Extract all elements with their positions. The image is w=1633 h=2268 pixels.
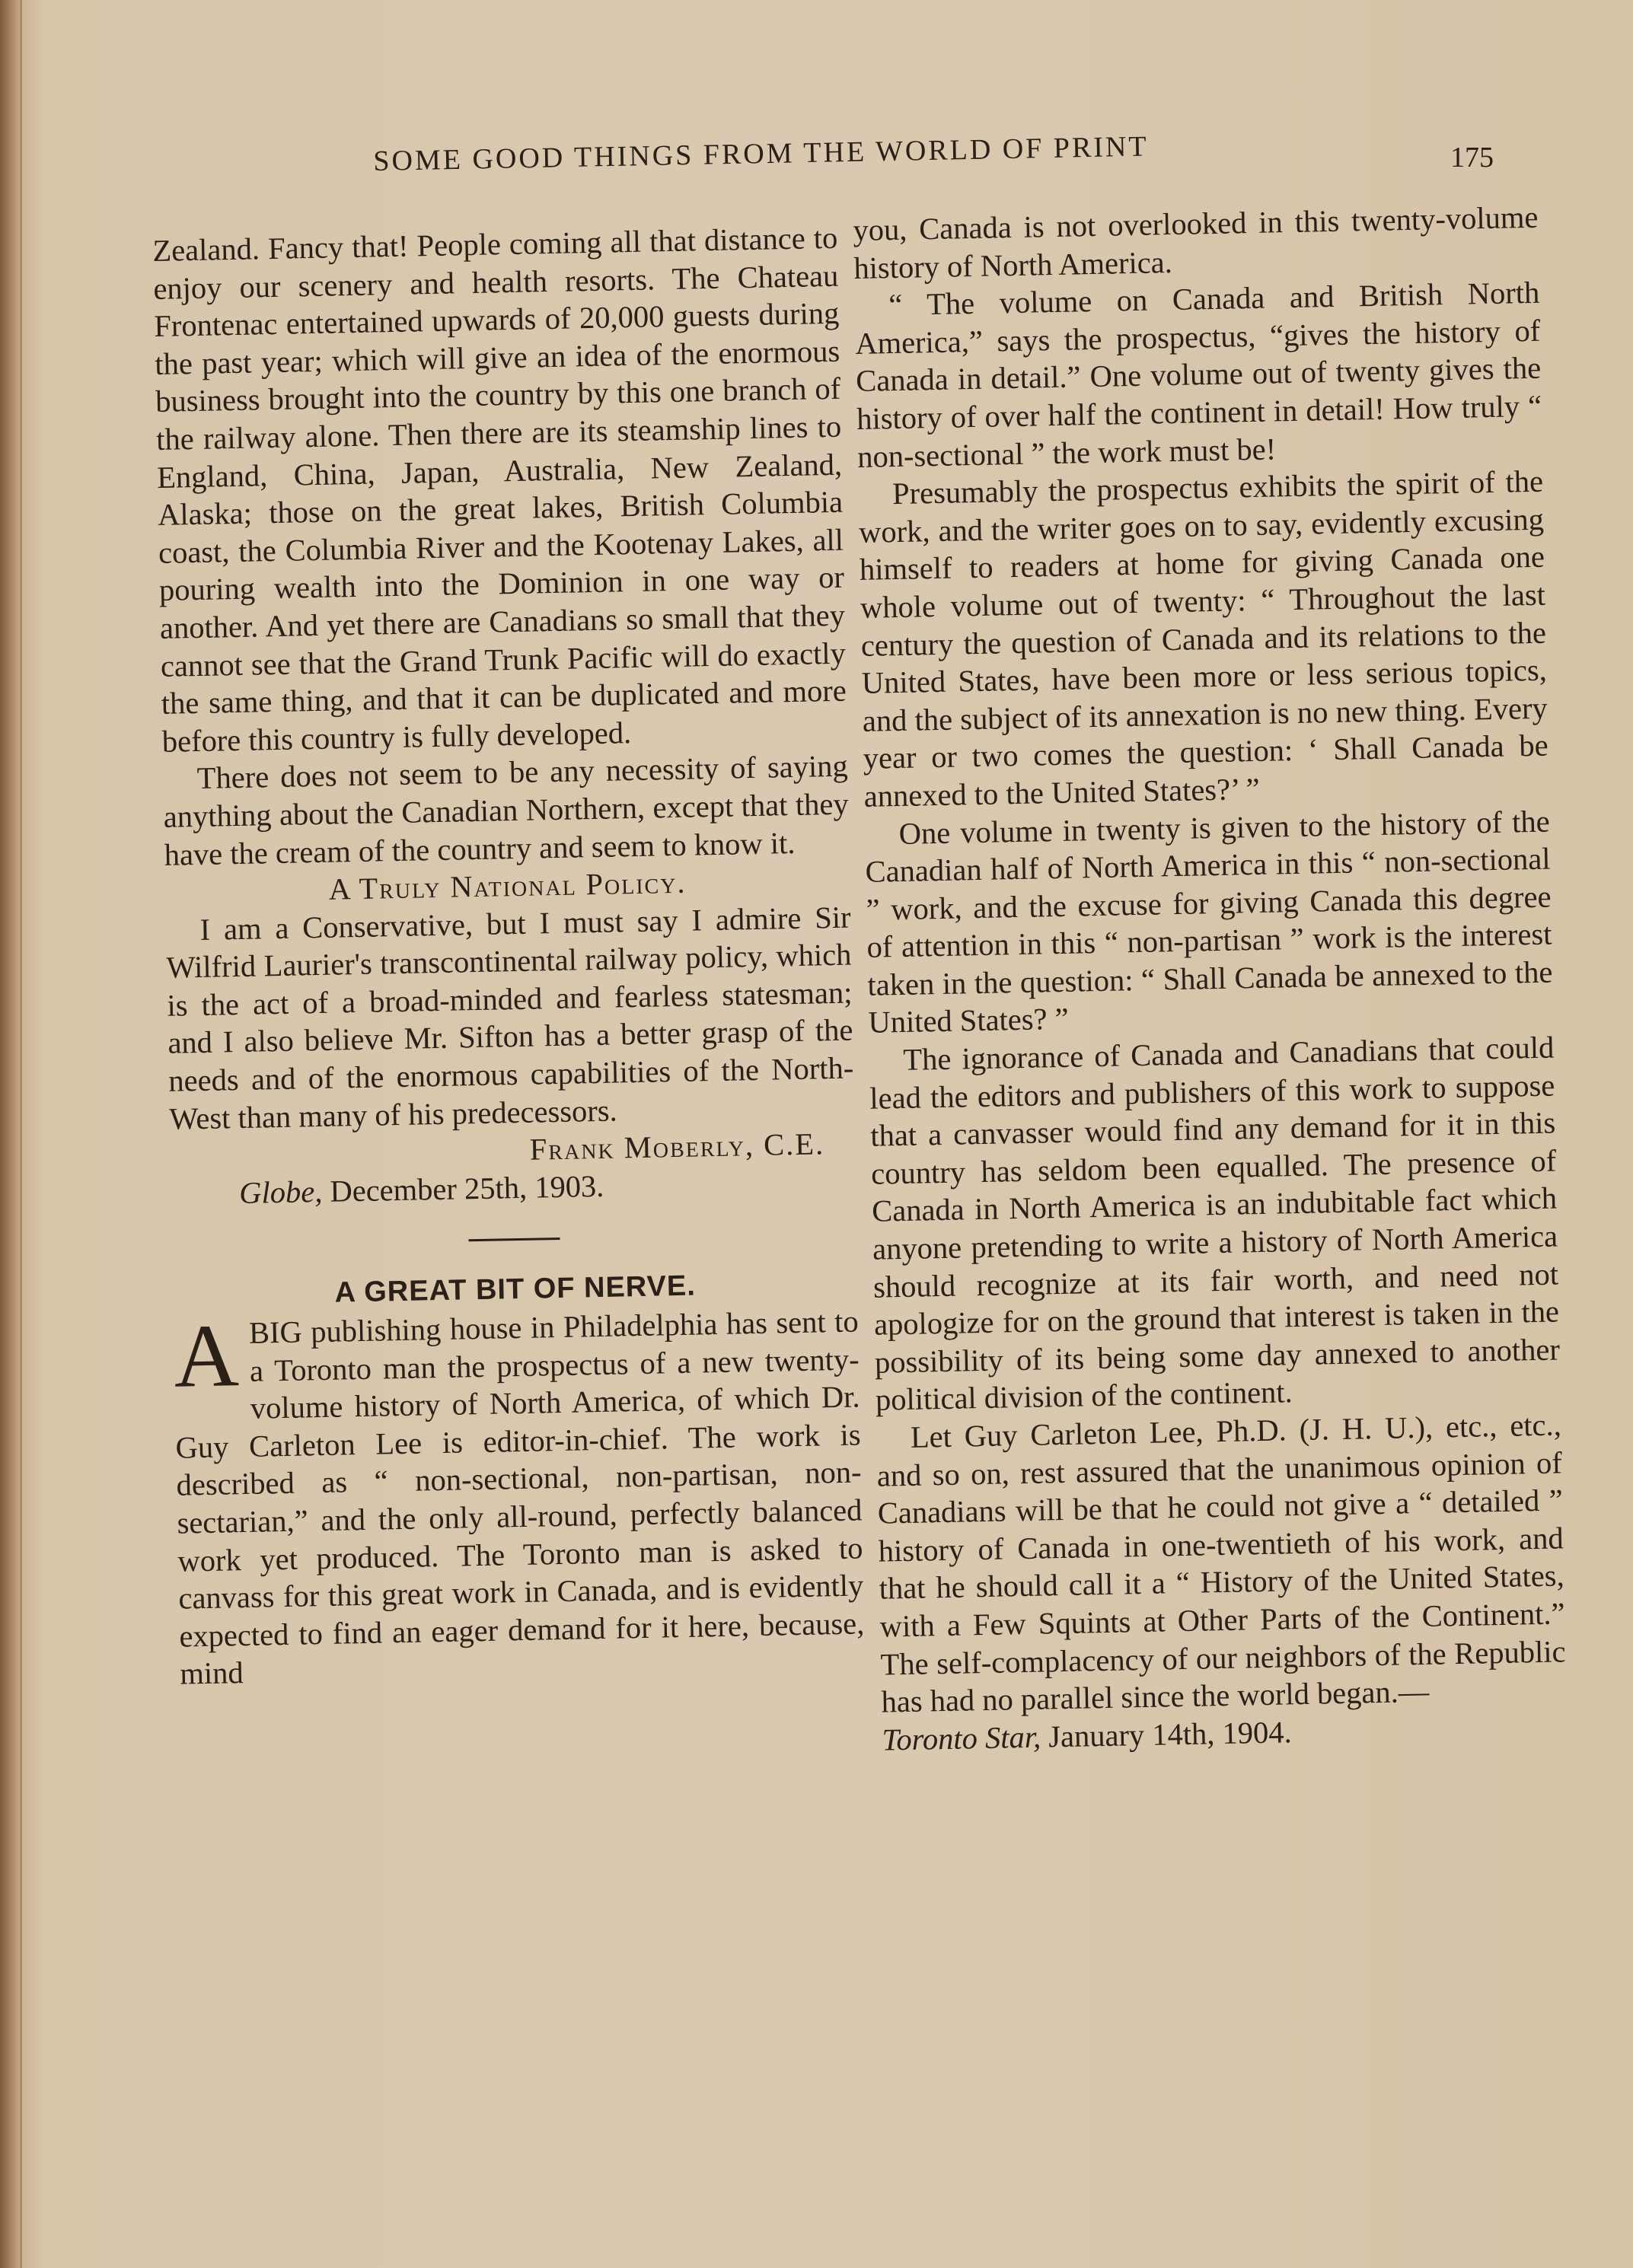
left-paragraph-4: BIG publishing house in Philadelphia has sent to a Toronto man the prospectus of a new twenty-volume history of North America, of which Dr. Guy Carleton Lee is editor-in-chief. The work is described as “ non-sectional, non-partisan, non-sectarian,” and the only all-round, perfectly balanced work yet produced. The Toronto man is asked to canvass for this great work in Canada, and is evidently expected to find an eager demand for it here, because, mind: [175, 1304, 865, 1692]
section-title: A GREAT BIT OF NERVE.: [334, 1269, 697, 1310]
left-paragraph-3: I am a Conservative, but I must say I admire Sir Wilfrid Laurier's transcontinental railway policy, which is the act of a broad-minded and fearless statesman; and I also believe Mr. Sifton has a better grasp of the needs and of the enormous capabilities of the North-West than many of his predecessors.: [166, 900, 854, 1136]
right-paragraph-5: The ignorance of Canada and Canadians that could lead the editors and publishers of this work to suppose that a canvasser would find any demand for it in this country has seldom been equalled. The presence of Canada in North America is an indubitable fact which anyone pretending to write a history of North America should recognize at its fair worth, and need not apologize for on the ground that interest is taken in the possibility of its being some day annexed to another political division of the continent.: [869, 1030, 1561, 1418]
source-date: January 14th, 1904.: [1048, 1715, 1293, 1754]
author-signature: Frank Moberly, C.E.: [529, 1126, 825, 1167]
left-column: [152, 219, 866, 1693]
source-name: Globe,: [238, 1174, 323, 1210]
right-paragraph-2: “ The volume on Canada and British North America,” says the prospectus, “gives the history of Canada in detail.” One volume out of twenty gives the history of over half the continent in detail! How truly “ non-sectional ” the work must be!: [854, 275, 1542, 474]
running-title: SOME GOOD THINGS FROM THE WORLD OF PRINT: [373, 130, 1150, 177]
section-divider: [468, 1238, 560, 1241]
drop-cap: A: [173, 1305, 240, 1406]
dropcap-paragraph: [173, 1302, 865, 1693]
right-paragraph-3: Presumably the prospectus exhibits the spirit of the work, and the writer goes on to say, evidently excusing himself to readers at home for giving Canada one whole volume out of twenty: “ Throughout the last century the question of Canada and its relations to the United States, have been more or less serious topics, and the subject of its annexation is no new thing. Every year or two comes the question: ‘ Shall Canada be annexed to the United States?’ ”: [858, 463, 1549, 814]
left-paragraph-1: Zealand. Fancy that! People coming all that distance to enjoy our scenery and health resorts. The Chateau Frontenac entertained upwards of 20,000 guests during the past year; which will give an idea of the enormous business brought into the country by this one branch of the railway alone. Then there are its steamship lines to England, China, Japan, Australia, New Zealand, Alaska; those on the great lakes, British Columbia coast, the Columbia River and the Kootenay Lakes, all pouring wealth into the Dominion in one way or another. And yet there are Canadians so small that they cannot see that the Grand Trunk Pacific will do exactly the same thing, and that it can be duplicated and more before this country is fully developed.: [152, 220, 847, 759]
page-number: 175: [1450, 142, 1494, 174]
right-paragraph-6: Let Guy Carleton Lee, Ph.D. (J. H. U.), etc., etc., and so on, rest assured that the unanimous opinion of Canadians will be that he could not give a “ detailed ” history of Canada in one-twentieth of his work, and that he should call it a “ History of the United States, with a Few Squints at Other Parts of the Continent.” The self-complacency of our neighbors of the Republic has had no parallel since the world began.—: [876, 1407, 1566, 1719]
source-date: December 25th, 1903.: [330, 1168, 604, 1209]
subheading-national-policy: A Truly National Policy.: [328, 865, 687, 906]
left-paragraph-2: There does not seem to be any necessity of saying anything about the Canadian Northern, except that they have the cream of the country and seem to know it.: [163, 748, 850, 872]
right-column: [853, 199, 1568, 1759]
binding-edge: [20, 0, 22, 2268]
source-name: Toronto Star,: [882, 1719, 1041, 1757]
right-paragraph-1: you, Canada is not overlooked in this twenty-volume history of North America.: [853, 199, 1539, 285]
right-paragraph-4: One volume in twenty is given to the history of the Canadian half of North America in this “ non-sectional ” work, and the excuse for giving Canada this degree of attention in this “ non-partisan ” work is the interest taken in the question: “ Shall Canada be annexed to the United States? ”: [865, 804, 1553, 1040]
